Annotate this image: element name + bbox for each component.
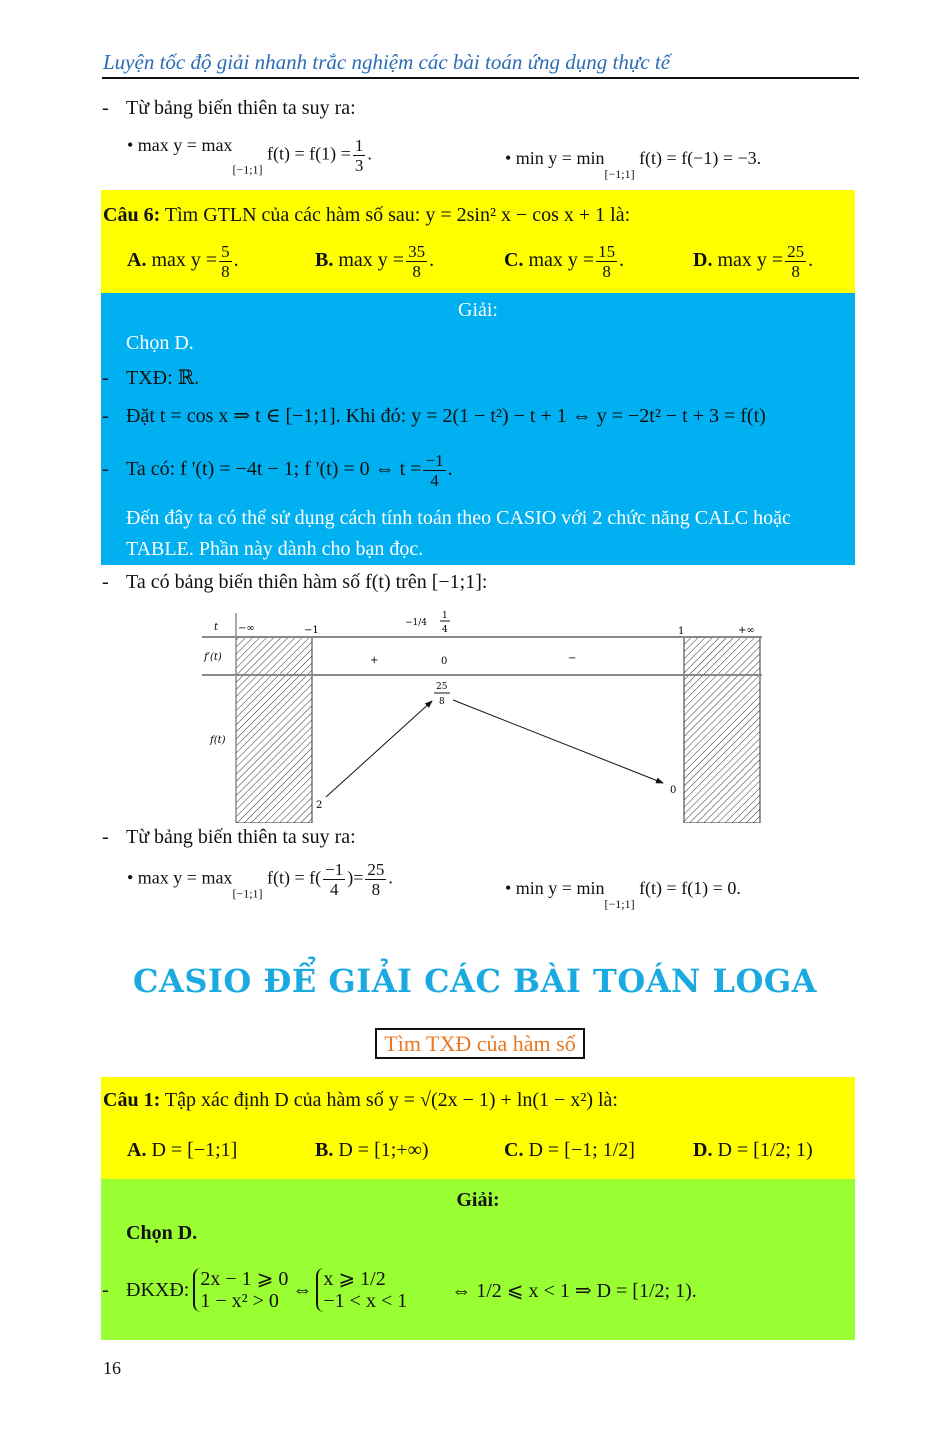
den: 8 (602, 262, 611, 281)
cond: −1 < x < 1 (323, 1290, 408, 1312)
min-text: • min y = min (505, 148, 605, 168)
option-c[interactable] (504, 1139, 635, 1162)
solution-heading: Giải: (456, 1189, 500, 1211)
system-1 (193, 1268, 288, 1312)
equals: = (353, 867, 364, 888)
solution-choice: Chọn D. (126, 332, 194, 354)
den: 8 (791, 262, 800, 281)
option-a[interactable]: A. max y = $\frac{5}{8}$ . (127, 242, 239, 281)
den: 4 (430, 471, 439, 490)
solution-6: Giải: Chọn D. - TXĐ: ℝ. - Đặt t = cos x ⇒ t ∈ [−1;1]. Khi đó: y = 2(1 − t²) − t + 1 ⇔ y = −2t² − t + 3 = f(t) - Ta có: f '(t) = −4t − 1; f '(t) = 0 ⇔ t = $\frac{-1}{4}$ . Đến đây ta có thể sử dụng cách tính toán theo CASIO với 2 chức năng CALC hoặc TABLE. Phần này dành cho bạn đọc. (101, 293, 855, 565)
solution-choice: Chọn D. (126, 1222, 198, 1244)
text: D = [−1; 1/2] (528, 1139, 635, 1161)
sign: 0 (441, 656, 448, 667)
interval-sub: [−1;1] (232, 886, 263, 901)
increase-arrow (326, 701, 432, 797)
option-c[interactable]: C. max y = $\frac{15}{8}$ . (504, 242, 625, 281)
text: max y = (338, 249, 405, 272)
peak-num: 25 (436, 682, 448, 692)
end-value: 0 (670, 785, 677, 796)
question-label: Câu 1: (103, 1089, 161, 1111)
den: 8 (371, 880, 381, 899)
max-text: • max y = max (127, 867, 233, 888)
option-d[interactable] (693, 1139, 813, 1162)
system-2 (316, 1268, 407, 1312)
letter: B. (315, 249, 334, 272)
part1-max: • max y = max $_{[-1;1]}$ f(t) = f(1) = $\frac{1}{3}$ . (127, 135, 372, 177)
hatched-region-right (684, 637, 760, 823)
letter: D. (693, 249, 713, 272)
t-value: −∞ (238, 623, 255, 634)
table-intro: - Ta có bảng biến thiên hàm số f(t) trên [−1;1]: (102, 571, 488, 593)
text: Từ bảng biến thiên ta suy ra: (126, 826, 356, 848)
hatched-region-left (236, 637, 312, 823)
domain-condition: - ĐKXĐ: 2x − 1 ⩾ 0 1 − x² > 0 ⇔ x ⩾ 1/2 −1 < x < 1 ⇔ 1/2 ⩽ x < 1 ⇒ D = [1/2; 1). (102, 1268, 697, 1312)
question-label: Câu 6: (103, 204, 161, 226)
min-expr: f(t) = f(1) = 0. (639, 878, 741, 898)
num: 25 (367, 860, 385, 879)
letter: C. (504, 1139, 524, 1161)
row-label-fprime: f′(t) (204, 652, 222, 663)
domain-line: TXĐ: ℝ. (126, 367, 200, 389)
text: D = [1/2; 1) (717, 1139, 813, 1161)
cond: x ⩾ 1/2 (323, 1268, 386, 1290)
letter: C. (504, 249, 524, 272)
option-b[interactable]: B. max y = $\frac{35}{8}$ . (315, 242, 435, 281)
den: 8 (412, 262, 421, 281)
subsection-title: Tìm TXĐ của hàm số (375, 1028, 585, 1059)
text: D = [−1;1] (151, 1139, 238, 1161)
den: 8 (221, 262, 230, 281)
question-text: Tìm GTLN của các hàm số sau: y = 2sin² x − cos x + 1 là: (164, 204, 631, 226)
solution-1 (101, 1179, 855, 1340)
solution-heading: Giải: (458, 299, 498, 321)
den: 4 (329, 880, 339, 899)
max-text: • max y = max (127, 135, 233, 155)
cond: 1 − x² > 0 (200, 1290, 279, 1312)
section-title: CASIO ĐỂ GIẢI CÁC BÀI TOÁN LOGA (133, 962, 817, 1000)
running-header: Luyện tốc độ giải nhanh trắc nghiệm các bài toán ứng dụng thực tế (103, 50, 671, 74)
start-value: 2 (316, 800, 323, 811)
part2-max: • $\max y = \max_{[-1;1]} f(t) = f$( $\frac{-1}{4}$ )= $\frac{25}{8}$ . (127, 860, 393, 901)
t-value: −1 (304, 625, 319, 636)
option-b[interactable] (315, 1139, 428, 1162)
t-crit-den: 4 (442, 625, 448, 635)
row-label-t: t (214, 622, 219, 633)
part1-intro: - Từ bảng biến thiên ta suy ra: (102, 97, 356, 119)
variation-table (200, 605, 762, 823)
substitution-line: Đặt t = cos x ⇒ t ∈ [−1;1]. Khi đó: y = 2(1 − t²) − t + 1 ⇔ y = −2t² − t + 3 = f(t) (126, 405, 766, 427)
page-number: 16 (103, 1358, 121, 1378)
derivative-line: Ta có: f '(t) = −4t − 1; f '(t) = 0 ⇔ t = (126, 458, 422, 481)
max-expr: f(t) = f (267, 867, 316, 888)
peak-den: 8 (439, 697, 445, 707)
num: −1 (325, 860, 344, 879)
row-label-f: f(t) (210, 735, 226, 746)
t-crit-num: 1 (442, 611, 448, 621)
letter: B. (315, 1139, 334, 1161)
text: max y = (717, 249, 784, 272)
num: 35 (408, 242, 426, 261)
text: D = [1;+∞) (338, 1139, 429, 1161)
letter: A. (127, 1139, 147, 1161)
max-expr: f(t) = f(1) = (267, 143, 351, 164)
num: 25 (787, 242, 805, 261)
question-1 (101, 1077, 855, 1179)
t-value: 1 (678, 626, 685, 637)
solution-note: Đến đây ta có thể sử dụng cách tính toán theo CASIO với 2 chức năng CALC hoặc TABLE. Phần này dành cho bạn đọc. (126, 507, 791, 560)
letter: A. (127, 249, 147, 272)
letter: D. (693, 1139, 713, 1161)
text: Ta có bảng biến thiên hàm số f(t) trên [−1;1]: (126, 571, 488, 593)
min-expr: f(t) = f(−1) = −3. (639, 148, 762, 168)
text: max y = (151, 249, 218, 272)
question-6 (101, 190, 855, 293)
text: max y = (528, 249, 595, 272)
num: −1 (425, 451, 444, 470)
num: 1 (354, 136, 364, 155)
t-value-critical: −1/4 (405, 618, 428, 628)
option-d[interactable]: D. max y = $\frac{25}{8}$ . (693, 242, 814, 281)
interval-sub: [−1;1] (604, 897, 635, 911)
label: ĐKXĐ: (126, 1278, 190, 1301)
cond: 2x − 1 ⩾ 0 (200, 1268, 289, 1290)
sign: − (568, 653, 577, 664)
num: 15 (598, 242, 616, 261)
den: 3 (354, 156, 364, 175)
t-value: +∞ (738, 625, 755, 636)
part2-min (505, 878, 741, 912)
decrease-arrow (453, 700, 663, 783)
part1-min (505, 148, 761, 182)
sign: + (370, 655, 379, 666)
part2-intro: - Từ bảng biến thiên ta suy ra: (102, 826, 356, 848)
interval-sub: [−1;1] (232, 162, 263, 177)
question-text: Tập xác định D của hàm số y = √(2x − 1) + ln(1 − x²) là: (164, 1089, 618, 1111)
interval-sub: [−1;1] (604, 167, 635, 181)
option-a[interactable] (127, 1139, 237, 1162)
min-text: • min y = min (505, 878, 605, 898)
num: 5 (221, 242, 230, 261)
result: ⇔ 1/2 ⩽ x < 1 ⇒ D = [1/2; 1). (451, 1279, 697, 1302)
header-rule (102, 77, 859, 79)
text: Từ bảng biến thiên ta suy ra: (126, 97, 356, 119)
